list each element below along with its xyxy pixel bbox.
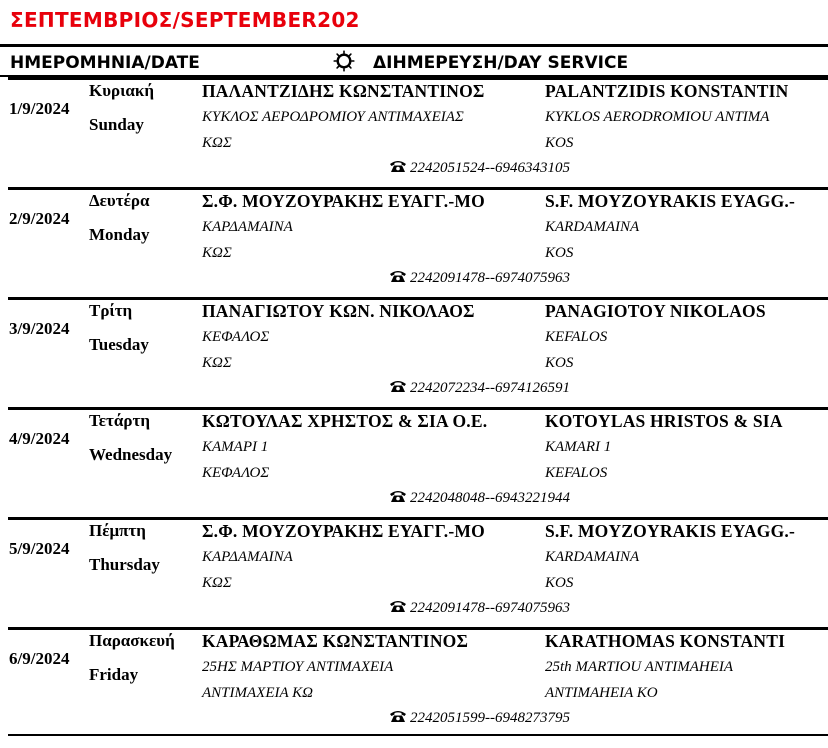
day-greek: Τετάρτη: [89, 411, 150, 430]
phone-icon: [389, 489, 407, 503]
list-item: [0, 407, 828, 517]
address-line1-greek: 25ΗΣ ΜΑΡΤΙΟΥ ΑΝΤΙΜΑΧΕΙΑ: [202, 659, 394, 675]
pharmacy-name-greek: ΚΑΡΑΘΩΜΑΣ ΚΩΝΣΤΑΝΤΙΝΟΣ: [202, 631, 469, 651]
address-line1-greek: ΚΑΜΑΡΙ 1: [202, 439, 269, 455]
phone-icon: [389, 709, 407, 723]
address-line1-english: KYKLOS AERODROMIOU ANTIMA: [545, 109, 770, 125]
address-line2-greek: ΚΩΣ: [202, 355, 232, 371]
list-item: [0, 77, 828, 187]
address-line2-greek: ΚΕΦΑΛΟΣ: [202, 465, 270, 481]
pharmacy-name-english: S.F. MOYZOYRAKIS EYAGG.-: [545, 521, 796, 541]
row-divider: [8, 297, 828, 300]
bottom-divider: [8, 734, 828, 736]
address-line2-english: ANTIMAHEIA KO: [545, 685, 658, 701]
address-line1-english: KEFALOS: [545, 329, 608, 345]
phone-line: [389, 709, 570, 727]
phone-number: 2242091478--6974075963: [410, 270, 570, 286]
phone-icon: [389, 599, 407, 613]
row-divider: [8, 77, 828, 80]
row-divider: [8, 187, 828, 190]
list-item: [0, 187, 828, 297]
day-greek: Τρίτη: [89, 301, 133, 320]
list-item: [0, 297, 828, 407]
phone-number: 2242091478--6974075963: [410, 600, 570, 616]
address-line2-english: KOS: [545, 135, 574, 151]
phone-line: [389, 159, 570, 177]
day-english: Friday: [89, 665, 139, 684]
address-line2-english: KOS: [545, 355, 574, 371]
day-english: Monday: [89, 225, 150, 244]
phone-icon: [389, 269, 407, 283]
address-line2-greek: ΚΩΣ: [202, 575, 232, 591]
phone-line: [389, 599, 570, 617]
entry-date: 4/9/2024: [9, 429, 70, 448]
pharmacy-name-english: KARATHOMAS KONSTANTI: [545, 631, 786, 651]
phone-number: 2242072234--6974126591: [410, 380, 570, 396]
pharmacy-name-greek: ΚΩΤΟΥΛΑΣ ΧΡΗΣΤΟΣ & ΣΙΑ Ο.Ε.: [202, 411, 488, 431]
phone-number: 2242051599--6948273795: [410, 710, 570, 726]
phone-line: [389, 489, 570, 507]
pharmacy-name-english: KOTOYLAS HRISTOS & SIA: [545, 411, 783, 431]
phone-icon: [389, 379, 407, 393]
sun-icon: [333, 50, 355, 72]
phone-line: [389, 269, 570, 287]
pharmacy-name-greek: ΠΑΝΑΓΙΩΤΟΥ ΚΩΝ. ΝΙΚΟΛΑΟΣ: [202, 301, 475, 321]
address-line2-greek: ΚΩΣ: [202, 135, 232, 151]
phone-number: 2242051524--6946343105: [410, 160, 570, 176]
day-greek: Παρασκευή: [89, 631, 175, 650]
address-line2-english: KOS: [545, 575, 574, 591]
row-divider: [8, 627, 828, 630]
phone-line: [389, 379, 570, 397]
service-column-label: ΔΙΗΜΕΡΕΥΣΗ/DAY SERVICE: [373, 53, 629, 73]
pharmacy-name-greek: Σ.Φ. ΜΟΥΖΟΥΡΑΚΗΣ ΕΥΑΓΓ.-ΜΟ: [202, 191, 485, 211]
day-greek: Πέμπτη: [89, 521, 146, 540]
address-line2-english: KOS: [545, 245, 574, 261]
entry-date: 5/9/2024: [9, 539, 70, 558]
pharmacy-name-english: PALANTZIDIS KONSTANTIN: [545, 81, 789, 101]
row-divider: [8, 517, 828, 520]
column-header: [0, 44, 828, 77]
address-line2-english: KEFALOS: [545, 465, 608, 481]
entry-date: 3/9/2024: [9, 319, 70, 338]
day-english: Thursday: [89, 555, 160, 574]
entry-date: 6/9/2024: [9, 649, 70, 668]
pharmacy-name-greek: ΠΑΛΑΝΤΖΙΔΗΣ ΚΩΝΣΤΑΝΤΙΝΟΣ: [202, 81, 485, 101]
day-greek: Δευτέρα: [89, 191, 150, 210]
list-item: [0, 627, 828, 737]
address-line2-greek: ΑΝΤΙΜΑΧΕΙΑ ΚΩ: [202, 685, 313, 701]
address-line1-greek: ΚΥΚΛΟΣ ΑΕΡΟΔΡΟΜΙΟΥ ΑΝΤΙΜΑΧΕΙΑΣ: [202, 109, 464, 125]
pharmacy-name-greek: Σ.Φ. ΜΟΥΖΟΥΡΑΚΗΣ ΕΥΑΓΓ.-ΜΟ: [202, 521, 485, 541]
entry-date: 1/9/2024: [9, 99, 70, 118]
pharmacy-name-english: S.F. MOYZOYRAKIS EYAGG.-: [545, 191, 796, 211]
address-line1-english: KAMARI 1: [545, 439, 612, 455]
page-title: ΣΕΠΤΕΜΒΡΙΟΣ/SEPTEMBER202: [10, 8, 360, 32]
phone-icon: [389, 159, 407, 173]
address-line1-greek: ΚΑΡΔΑΜΑΙΝΑ: [202, 549, 293, 565]
entry-date: 2/9/2024: [9, 209, 70, 228]
pharmacy-name-english: PANAGIOTOY NIKOLAOS: [545, 301, 766, 321]
address-line1-greek: ΚΕΦΑΛΟΣ: [202, 329, 270, 345]
phone-number: 2242048048--6943221944: [410, 490, 570, 506]
row-divider: [8, 407, 828, 410]
day-english: Sunday: [89, 115, 144, 134]
address-line1-english: KARDAMAINA: [545, 549, 640, 565]
address-line1-greek: ΚΑΡΔΑΜΑΙΝΑ: [202, 219, 293, 235]
day-english: Tuesday: [89, 335, 149, 354]
date-column-label: ΗΜΕΡΟΜΗΝΙΑ/DATE: [10, 53, 200, 73]
address-line1-english: KARDAMAINA: [545, 219, 640, 235]
address-line2-greek: ΚΩΣ: [202, 245, 232, 261]
address-line1-english: 25th MARTIOU ANTIMAHEIA: [545, 659, 734, 675]
day-english: Wednesday: [89, 445, 173, 464]
day-greek: Κυριακή: [89, 81, 154, 100]
list-item: [0, 517, 828, 627]
